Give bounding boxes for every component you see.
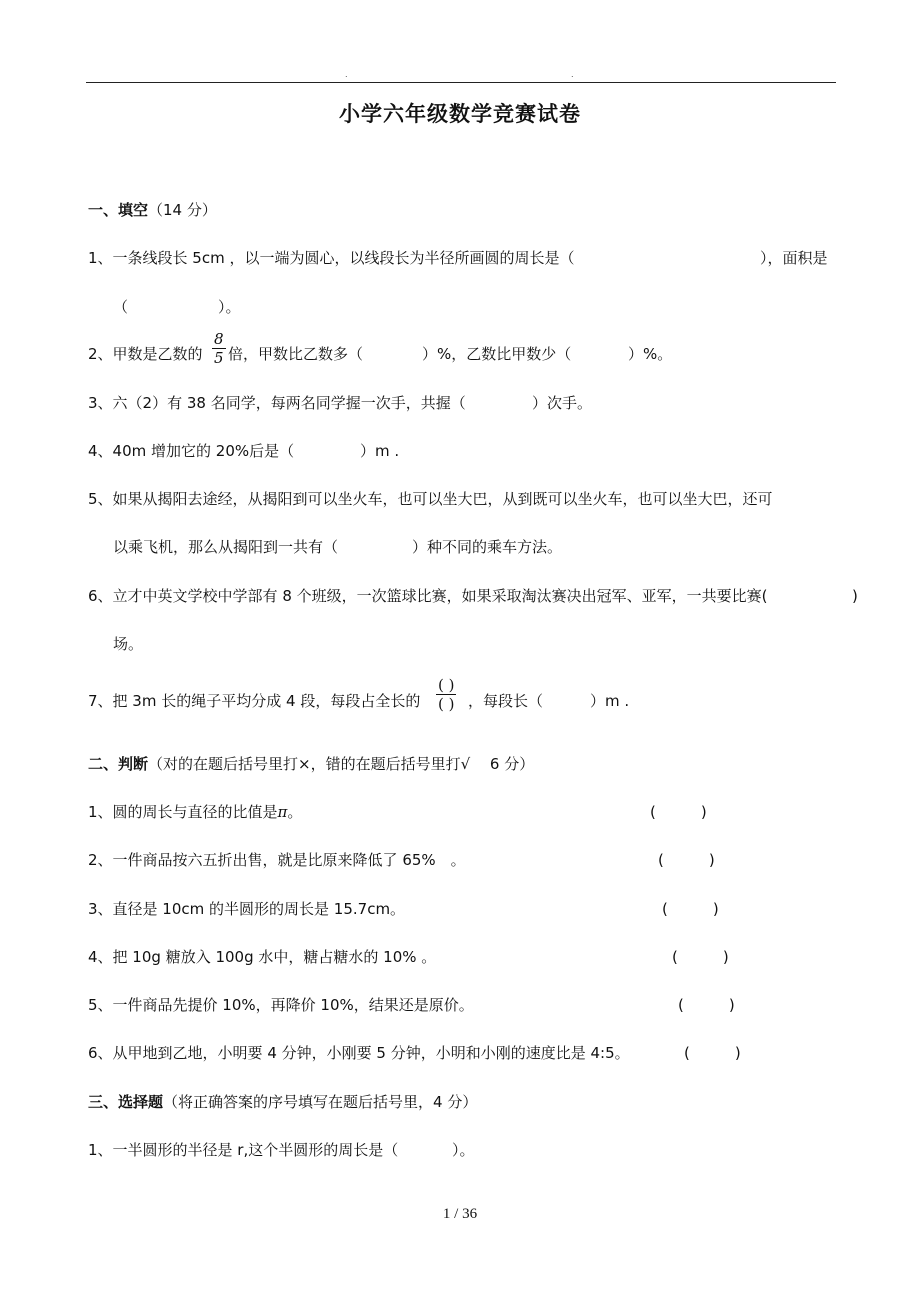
q1-1-text: 1、一条线段长 5cm ，以一端为圆心，以线段长为半径所画圆的周长是（ (88, 249, 575, 267)
section1-heading (88, 200, 217, 220)
q2-6-bracket: ( ) (684, 1044, 741, 1062)
q2-5-bracket: ( ) (678, 996, 735, 1014)
q1-3-end: ）次手。 (532, 394, 593, 412)
q1-7-post: ，每段长（ (468, 692, 544, 710)
q1-2-line (88, 344, 203, 364)
q2-2-bracket: ( ) (658, 851, 715, 869)
q2-4-bracket: ( ) (672, 948, 729, 966)
q1-5-end: ）种不同的乘车方法。 (412, 538, 563, 556)
q1-1-line1 (88, 248, 575, 268)
q2-2-line (88, 850, 466, 870)
section2-heading (88, 754, 534, 774)
q2-5-line (88, 995, 474, 1015)
q1-7-end: ）m . (590, 692, 630, 710)
q1-7-frac-num: ( ) (438, 676, 455, 694)
q2-3-bracket: ( ) (662, 900, 719, 918)
q1-4-end: ）m . (360, 442, 400, 460)
q1-7-line (88, 691, 420, 711)
q1-5-text: 5、如果从揭阳去途经，从揭阳到可以坐火车，也可以坐大巴，从到既可以坐火车，也可以坐大巴，还可 (88, 490, 773, 508)
header-dot-left: . (345, 70, 348, 79)
q1-2-fraction (212, 330, 226, 367)
q1-7-pre: 7、把 3m 长的绳子平均分成 4 段，每段占全长的 (88, 692, 421, 710)
q2-3-line (88, 899, 405, 919)
q2-1-bracket: ( ) (650, 803, 707, 821)
q3-1-line (88, 1140, 398, 1160)
q1-3-line (88, 393, 466, 413)
section3-note: （将正确答案的序号填写在题后括号里，4 分） (163, 1093, 478, 1111)
q2-4-line (88, 947, 436, 967)
page-title: 小学六年级数学竞赛试卷 (339, 102, 581, 126)
q1-6-text: 6、立才中英文学校中学部有 8 个班级，一次篮球比赛，如果采取淘汰赛决出冠军、亚军，一共要比赛( (88, 587, 768, 605)
section1-title: 一、填空 (88, 201, 149, 219)
q2-4-text: 4、把 10g 糖放入 100g 水中，糖占糖水的 10% 。 (88, 948, 437, 966)
q3-1-text: 1、一半圆形的半径是 r,这个半圆形的周长是（ (88, 1141, 399, 1159)
q1-1-end: ），面积是 (760, 249, 828, 267)
q1-2-post: 倍，甲数比乙数多（ (228, 345, 364, 363)
q1-1-line2 (113, 297, 128, 317)
page-number: 1 / 36 (442, 1206, 478, 1222)
q2-2-text: 2、一件商品按六五折出售，就是比原来降低了 65% 。 (88, 851, 466, 869)
q2-1-line (88, 802, 302, 822)
q1-6-line1 (88, 586, 767, 606)
q2-1-tail: 。 (287, 803, 303, 821)
q1-2-pre: 2、甲数是乙数的 (88, 345, 203, 363)
q1-5-line1 (88, 489, 773, 509)
q1-6-end: ) (852, 587, 858, 605)
section2-title: 二、判断 (88, 755, 149, 773)
q2-5-text: 5、一件商品先提价 10%，再降价 10%，结果还是原价。 (88, 996, 474, 1014)
section3-title: 三、选择题 (88, 1093, 164, 1111)
q2-1-pi: π (277, 803, 288, 821)
q1-5-line2 (113, 537, 338, 557)
q1-6-text2: 场。 (113, 635, 144, 653)
section3-heading (88, 1092, 477, 1112)
q1-7-fraction (436, 676, 456, 713)
q3-1-end: ）。 (452, 1141, 475, 1159)
q1-7-frac-den: ( ) (438, 695, 455, 713)
q1-2-end: ）%。 (628, 345, 673, 363)
q1-1-blank-close: ）。 (218, 298, 241, 316)
q1-4-line (88, 441, 294, 461)
q1-5-text2: 以乘飞机，那么从揭阳到一共有（ (113, 538, 339, 556)
q2-6-line (88, 1043, 630, 1063)
q1-4-text: 4、40m 增加它的 20%后是（ (88, 442, 295, 460)
section2-note: （对的在题后括号里打×，错的在题后括号里打√ 6 分） (148, 755, 535, 773)
q2-3-text: 3、直径是 10cm 的半圆形的周长是 15.7cm。 (88, 900, 406, 918)
q1-2-frac-num: 8 (214, 330, 224, 348)
q2-6-text: 6、从甲地到乙地，小明要 4 分钟，小刚要 5 分钟，小明和小刚的速度比是 4:5。 (88, 1044, 630, 1062)
q1-2-frac-den: 5 (214, 349, 224, 367)
q1-1-blank-open: （ (113, 298, 129, 316)
q2-1-text: 1、圆的周长与直径的比值是 (88, 803, 278, 821)
q1-6-line2 (113, 634, 143, 654)
section1-note: （14 分） (148, 201, 217, 219)
q1-3-text: 3、六（2）有 38 名同学，每两名同学握一次手，共握（ (88, 394, 466, 412)
q1-2-mid: ）%，乙数比甲数少（ (422, 345, 572, 363)
header-dot-right: . (571, 70, 574, 79)
header-rule (86, 82, 836, 83)
